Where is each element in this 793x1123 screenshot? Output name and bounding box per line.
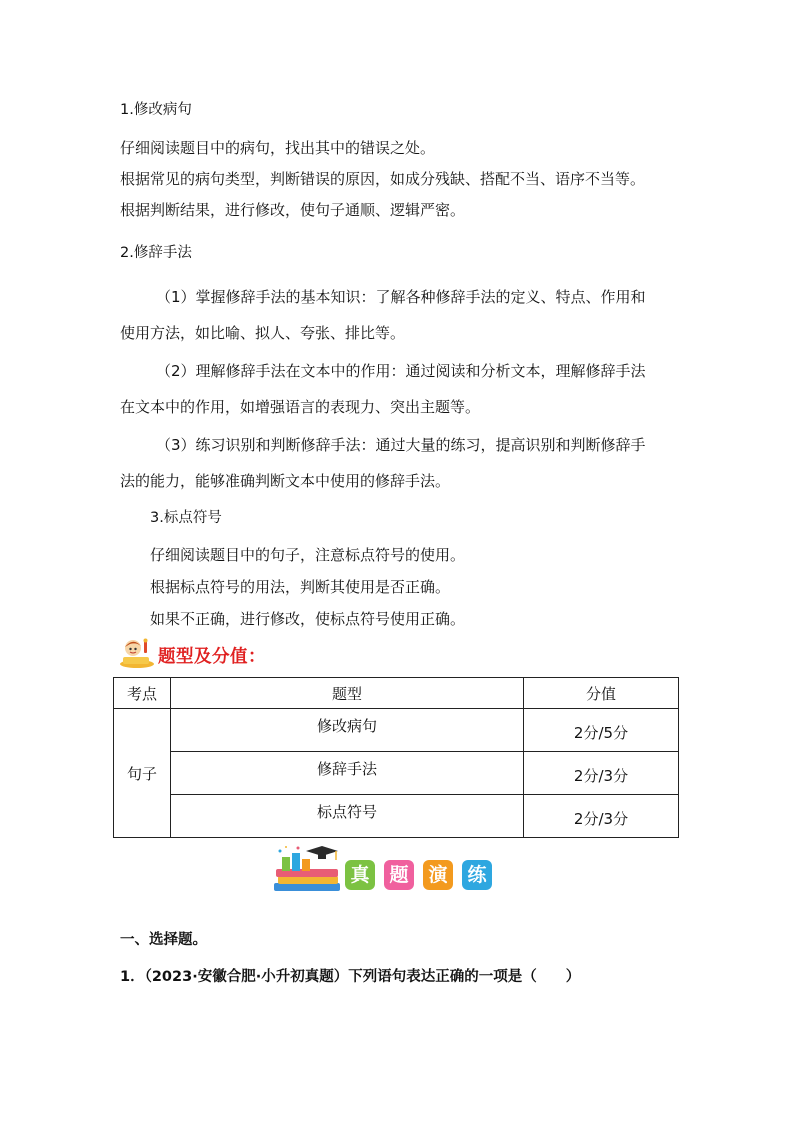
section-2-line-6: 法的能力，能够准确判断文本中使用的修辞手法。 (120, 472, 451, 490)
section-3-line-2: 根据标点符号的用法，判断其使用是否正确。 (150, 578, 451, 596)
section-3-line-1: 仔细阅读题目中的句子，注意标点符号的使用。 (150, 546, 466, 564)
section-2-line-2: 使用方法，如比喻、拟人、夸张、排比等。 (120, 324, 406, 342)
section-1-line-3: 根据判断结果，进行修改，使句子通顺、逻辑严密。 (120, 201, 466, 219)
section-1-line-1: 仔细阅读题目中的病句，找出其中的错误之处。 (120, 139, 436, 157)
table-header-topic: 考点 (114, 678, 171, 709)
table-cell-type: 标点符号 (171, 795, 524, 838)
section-2-line-5: （3）练习识别和判断修辞手法：通过大量的练习，提高识别和判断修辞手 (156, 436, 646, 454)
section-2-title: 2.修辞手法 (120, 245, 192, 261)
section-1-title: 1.修改病句 (120, 102, 192, 118)
table-header-type: 题型 (171, 678, 524, 709)
banner-tile-1: 真 (345, 860, 375, 890)
table-cell-score: 2分/3分 (524, 752, 679, 795)
mascot-icon (118, 637, 156, 669)
table-cell-type: 修辞手法 (171, 752, 524, 795)
score-table (113, 677, 679, 838)
exercise-part-title: 一、选择题。 (120, 932, 207, 948)
banner-tile-2: 题 (384, 860, 414, 890)
section-1-line-2: 根据常见的病句类型，判断错误的原因，如成分残缺、搭配不当、语序不当等。 (120, 170, 646, 188)
section-2-line-3: （2）理解修辞手法在文本中的作用：通过阅读和分析文本，理解修辞手法 (156, 362, 646, 380)
table-row (114, 795, 679, 838)
table-cell-score: 2分/3分 (524, 795, 679, 838)
question-1: 1．（2023·安徽合肥·小升初真题）下列语句表达正确的一项是（ ） (120, 969, 581, 985)
banner-tile-4: 练 (462, 860, 492, 890)
table-row (114, 709, 679, 752)
table-header-score: 分值 (524, 678, 679, 709)
table-cell-type: 修改病句 (171, 709, 524, 752)
section-3-line-3: 如果不正确，进行修改，使标点符号使用正确。 (150, 610, 466, 628)
score-section-title: 题型及分值： (158, 647, 266, 667)
table-row (114, 752, 679, 795)
section-2-line-1: （1）掌握修辞手法的基本知识：了解各种修辞手法的定义、特点、作用和 (156, 288, 646, 306)
table-cell-topic: 句子 (114, 709, 171, 838)
section-3-title: 3.标点符号 (150, 510, 222, 526)
table-cell-score: 2分/5分 (524, 709, 679, 752)
banner-tile-3: 演 (423, 860, 453, 890)
section-2-line-4: 在文本中的作用，如增强语言的表现力、突出主题等。 (120, 398, 481, 416)
